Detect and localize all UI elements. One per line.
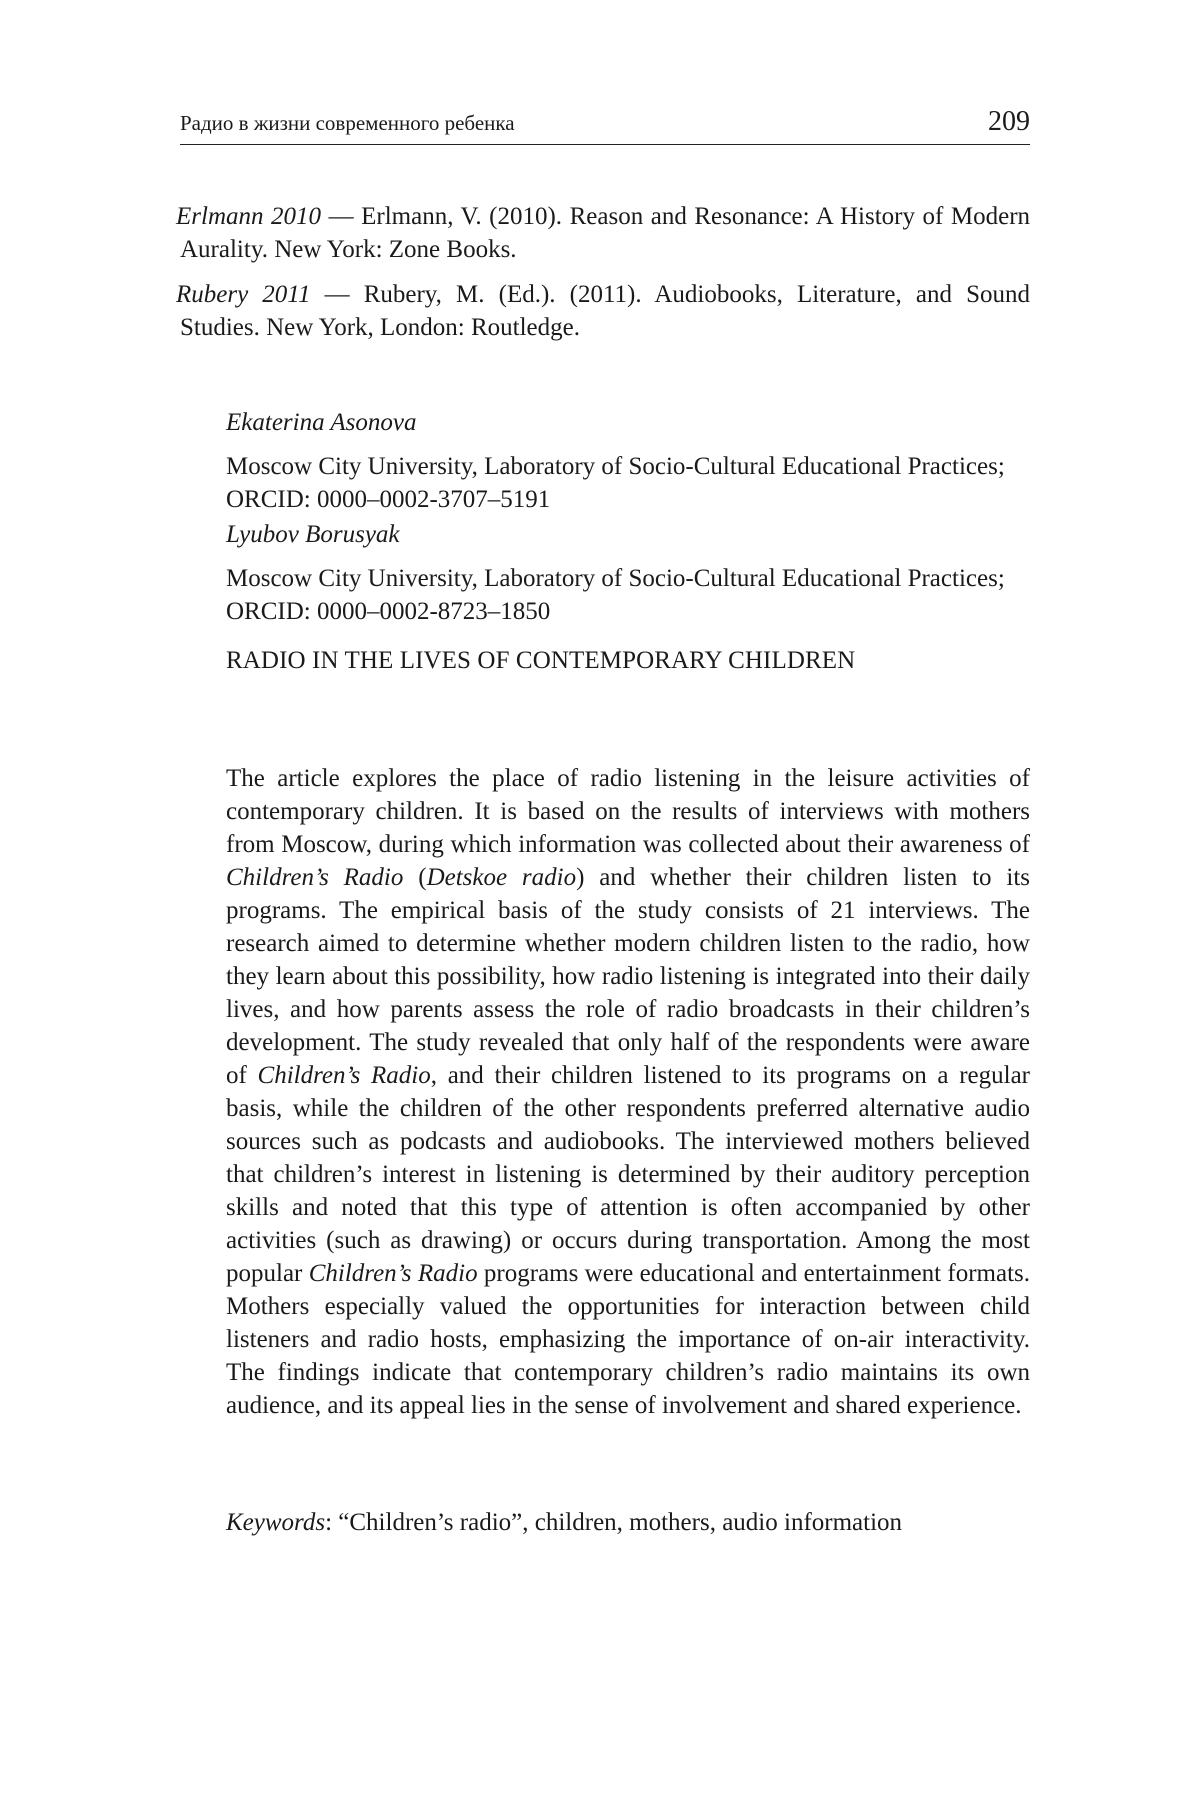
keywords xyxy=(226,1506,1030,1539)
page-number: 209 xyxy=(988,106,1030,137)
reference-item xyxy=(176,200,1031,266)
reference-key: Erlmann 2010 xyxy=(176,203,322,230)
abstract-italic: Children’s Radio xyxy=(308,1260,478,1287)
keywords-separator: : xyxy=(325,1509,339,1536)
keywords-text: “Children’s radio”, children, mothers, audio information xyxy=(338,1509,903,1536)
keywords-label: Keywords xyxy=(226,1509,326,1536)
reference-dash: — xyxy=(321,203,362,230)
abstract-text: The article explores the place of radio listening in the leisure activities of contemporary children. It is based on the results of interviews with mothers from Moscow, during which information was collected about their awareness of xyxy=(226,765,1030,858)
reference-dash: — xyxy=(310,281,364,308)
abstract-text: ( xyxy=(403,864,427,891)
running-title: Радио в жизни современного ребенка xyxy=(180,111,515,135)
abstract xyxy=(226,762,1030,1422)
reference-text: Rubery, M. (Ed.). (2011). Audiobooks, Literature, and Sound Studies. New York, London: Routledge. xyxy=(180,281,1030,341)
author-affiliation: Moscow City University, Laboratory of Socio-Cultural Educational Practices; ORCID: 0000–0002-3707–5191 xyxy=(226,453,1005,513)
authors-block xyxy=(226,406,1030,677)
running-header xyxy=(180,104,1030,145)
author-affiliation: Moscow City University, Laboratory of Socio-Cultural Educational Practices; ORCID: 0000–0002-8723–1850 xyxy=(226,565,1005,625)
abstract-italic: Children’s Radio xyxy=(257,1062,431,1089)
references-list xyxy=(176,200,1031,356)
reference-item xyxy=(176,278,1030,344)
author-name: Lyubov Borusyak xyxy=(226,521,400,548)
abstract-text: , and their children listened to its programs on a regular basis, while the children of the other respondents preferred alternative audio sources such as podcasts and audiobooks. The interviewed mothers believed that children’s interest in listening is determined by their auditory perception skills and noted that this type of attention is often accompanied by other activities (such as drawing) or occurs during transportation. Among the most popular xyxy=(226,1062,1030,1287)
abstract-text: programs were educational and entertainment formats. Mothers especially valued the opportunities for interaction between child listeners and radio hosts, emphasizing the importance of on-air interactivity. The findings indicate that contemporary children’s radio maintains its own audience, and its appeal lies in the sense of involvement and shared experience. xyxy=(226,1260,1030,1419)
abstract-italic: Children’s Radio xyxy=(226,864,404,891)
reference-text: Erlmann, V. (2010). Reason and Resonance: A History of Modern Aurality. New York: Zone Books. xyxy=(180,203,1031,263)
reference-key: Rubery 2011 xyxy=(176,281,311,308)
abstract-italic: Detskoe radio xyxy=(426,864,577,891)
abstract-text: ) and whether their children listen to its programs. The empirical basis of the study consists of 21 interviews. The research aimed to determine whether modern children listen to the radio, how they learn about this possibility, how radio listening is integrated into their daily lives, and how parents assess the role of radio broadcasts in their children’s development. The study revealed that only half of the respondents were aware of xyxy=(226,864,1031,1089)
author-name: Ekaterina Asonova xyxy=(226,409,417,436)
article-title: RADIO IN THE LIVES OF CONTEMPORARY CHILDREN xyxy=(226,647,856,674)
